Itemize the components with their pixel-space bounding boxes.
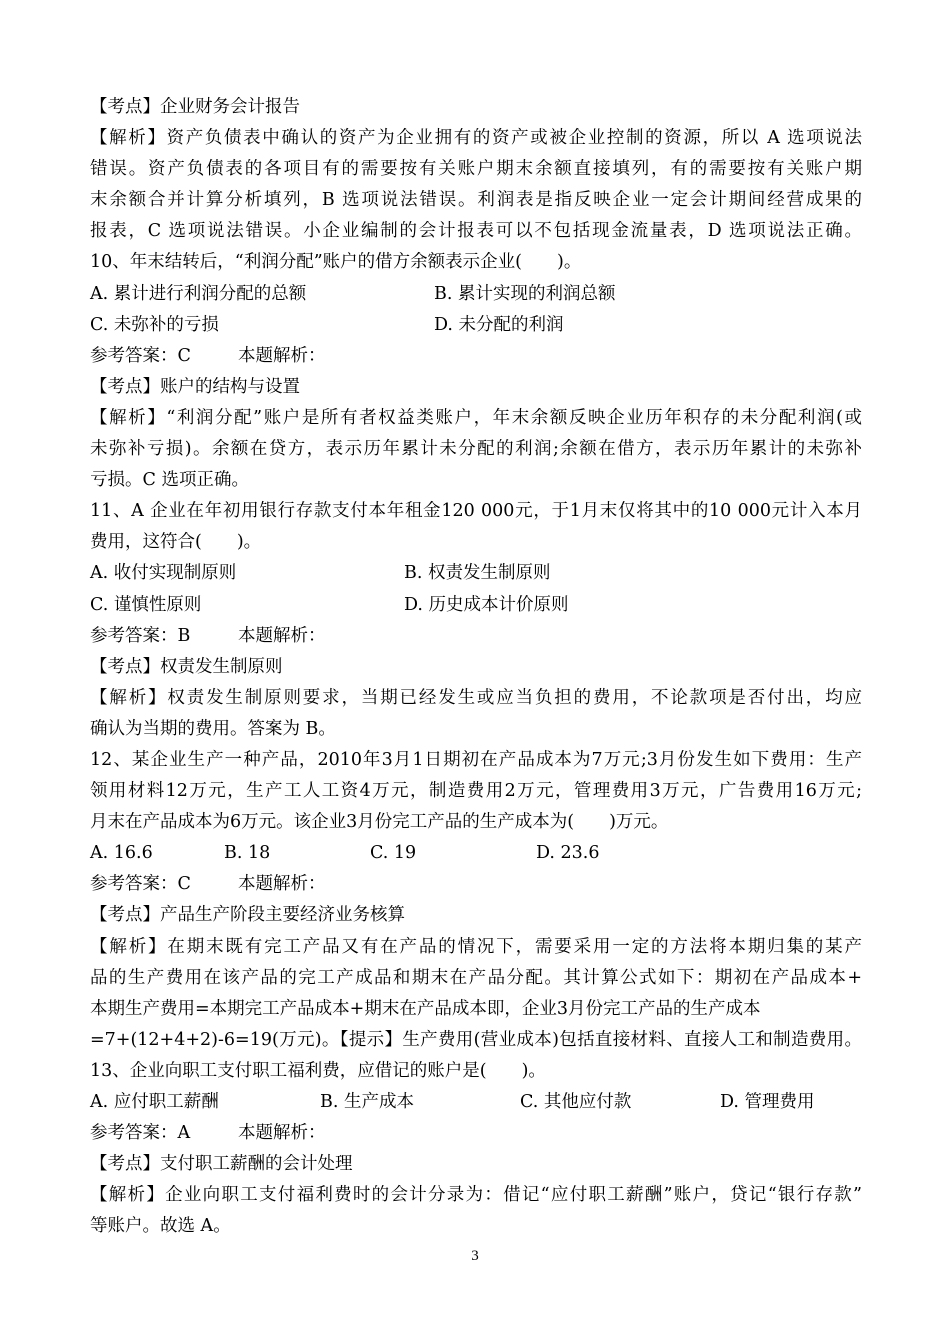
q11-explain-label: 本题解析： (238, 625, 326, 646)
q11-option-a: A. 收付实现制原则 (90, 563, 237, 584)
text-line: 本期生产费用=本期完工产品成本+期末在产品成本即，企业3月份完工产品的生产成本 (90, 998, 761, 1019)
q11-option-b: B. 权责发生制原则 (404, 563, 551, 584)
question-11-cont: 费用，这符合( )。 (90, 532, 262, 553)
q10-options-row-2 (90, 310, 862, 341)
text-line: 等账户。故选 A。 (90, 1216, 231, 1237)
q12-option-b: B. 18 (224, 843, 271, 864)
q10-option-d: D. 未分配的利润 (434, 314, 564, 335)
q11-answer-line (90, 621, 862, 652)
q10-explain-label: 本题解析： (238, 345, 326, 366)
question-10: 10、年末结转后，“利润分配”账户的借方余额表示企业( )。 (90, 252, 582, 273)
q13-explain-label: 本题解析： (238, 1123, 326, 1144)
question-11: 11、A 企业在年初用银行存款支付本年租金120 000元，于1月末仅将其中的10 000元计入本月 (90, 501, 862, 522)
kaodian-line: 【考点】产品生产阶段主要经济业务核算 (90, 905, 405, 926)
q13-option-d: D. 管理费用 (720, 1092, 815, 1112)
q13-answer-line (90, 1118, 862, 1149)
page-number: 3 (471, 1248, 479, 1264)
q12-explain-label: 本题解析： (238, 874, 326, 895)
jiexi-line: 【解析】企业向职工支付福利费时的会计分录为：借记“应付职工薪酬”账户，贷记“银行存款” (90, 1185, 862, 1206)
text-line: 确认为当期的费用。答案为 B。 (90, 718, 336, 739)
q13-option-b: B. 生产成本 (320, 1092, 414, 1112)
question-12-cont: 领用材料12万元，生产工人工资4万元，制造费用2万元，管理费用3万元，广告费用16万元; (90, 781, 862, 802)
q12-option-d: D. 23.6 (536, 843, 600, 864)
q12-option-a: A. 16.6 (90, 843, 153, 864)
q13-options-row (90, 1087, 862, 1118)
q13-answer: 参考答案：A (90, 1123, 191, 1144)
q10-option-a: A. 累计进行利润分配的总额 (90, 283, 307, 304)
question-13: 13、企业向职工支付职工福利费，应借记的账户是( )。 (90, 1060, 546, 1081)
q11-options-row-2 (90, 590, 862, 621)
question-12-cont: 月末在产品成本为6万元。该企业3月份完工产品的生产成本为( )万元。 (90, 812, 669, 833)
q11-answer: 参考答案：B (90, 625, 191, 646)
q10-answer: 参考答案：C (90, 345, 191, 366)
q10-option-b: B. 累计实现的利润总额 (434, 283, 616, 304)
q10-answer-line (90, 341, 862, 372)
q11-option-c: C. 谨慎性原则 (90, 594, 202, 615)
kaodian-line: 【考点】支付职工薪酬的会计处理 (90, 1154, 353, 1175)
jiexi-line: 【解析】资产负债表中确认的资产为企业拥有的资产或被企业控制的资源，所以 A 选项说法 (90, 128, 862, 149)
q12-answer-line (90, 869, 862, 900)
q12-answer: 参考答案：C (90, 874, 191, 895)
question-12: 12、某企业生产一种产品，2010年3月1日期初在产品成本为7万元;3月份发生如下费用：生产 (90, 749, 862, 770)
q12-option-c: C. 19 (370, 843, 417, 864)
text-line: =7+(12+4+2)-6=19(万元)。【提示】生产费用(营业成本)包括直接材料、直接人工和制造费用。 (90, 1029, 862, 1050)
text-line: 亏损。C 选项正确。 (90, 470, 249, 491)
q11-options-row-1 (90, 558, 862, 589)
jiexi-line: 【解析】在期末既有完工产品又有在产品的情况下，需要采用一定的方法将本期归集的某产 (90, 936, 862, 957)
q10-option-c: C. 未弥补的亏损 (90, 314, 219, 335)
kaodian-line: 【考点】企业财务会计报告 (90, 97, 300, 117)
q13-option-a: A. 应付职工薪酬 (90, 1092, 219, 1112)
q11-option-d: D. 历史成本计价原则 (404, 594, 569, 615)
kaodian-line: 【考点】权责发生制原则 (90, 656, 283, 677)
jiexi-line: 【解析】“利润分配”账户是所有者权益类账户，年末余额反映企业历年积存的未分配利润(或 (90, 407, 862, 428)
text-line: 未弥补亏损)。余额在贷方，表示历年累计未分配的利润;余额在借方，表示历年累计的未弥补 (90, 439, 862, 460)
document-page (90, 92, 862, 1242)
q12-options-row (90, 838, 862, 869)
text-line: 品的生产费用在该产品的完工产成品和期末在产品分配。其计算公式如下：期初在产品成本+ (90, 967, 862, 988)
text-line: 报表，C 选项说法错误。小企业编制的会计报表可以不包括现金流量表，D 选项说法正确。 (90, 221, 862, 242)
jiexi-line: 【解析】权责发生制原则要求，当期已经发生或应当负担的费用，不论款项是否付出，均应 (90, 687, 862, 708)
q10-options-row-1 (90, 279, 862, 310)
q13-option-c: C. 其他应付款 (520, 1092, 632, 1112)
kaodian-line: 【考点】账户的结构与设置 (90, 376, 300, 397)
text-line: 错误。资产负债表的各项目有的需要按有关账户期末余额直接填列，有的需要按有关账户期 (90, 159, 862, 180)
text-line: 末余额合并计算分析填列，B 选项说法错误。利润表是指反映企业一定会计期间经营成果的 (90, 190, 862, 211)
